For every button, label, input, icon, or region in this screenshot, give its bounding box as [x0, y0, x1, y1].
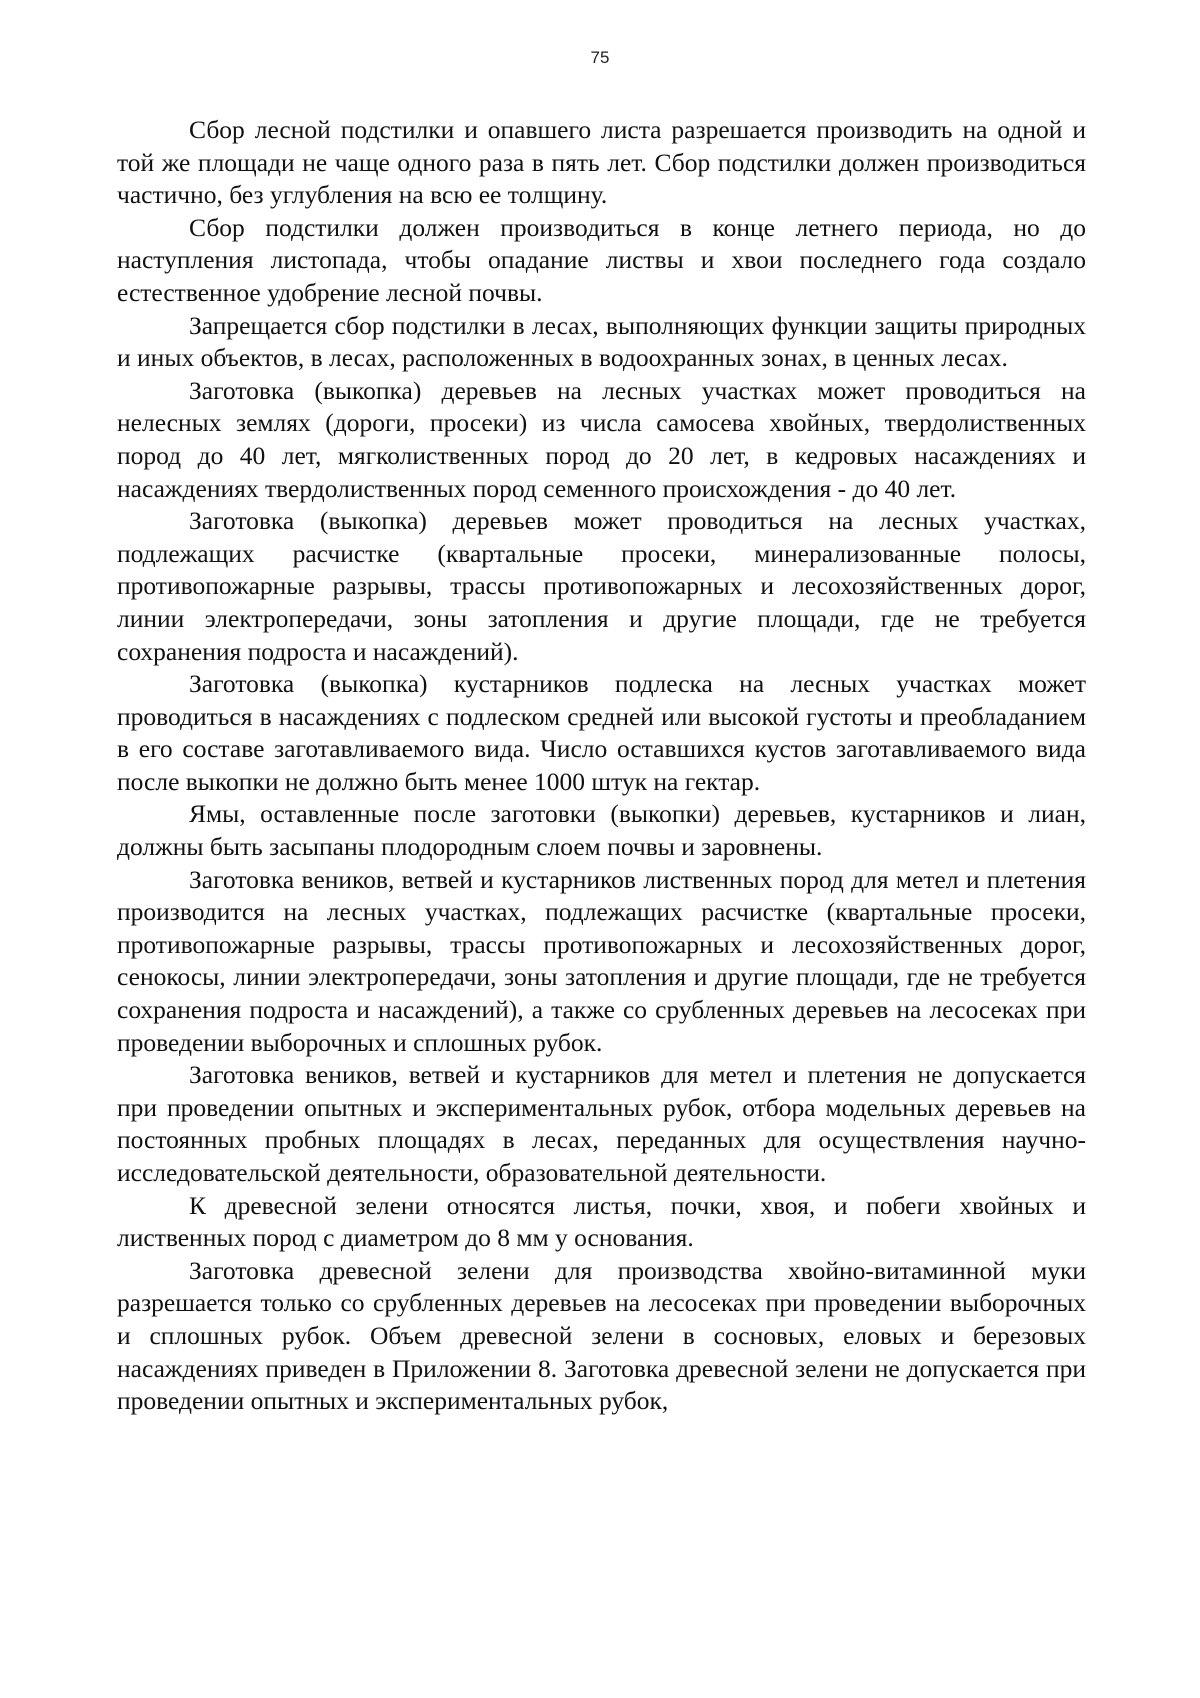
paragraph: Сбор лесной подстилки и опавшего листа разрешается производить на одной и той же площади не чаще одного раза в пять лет. Сбор подстилки должен производиться частично, без углубления на всю ее толщину. — [117, 115, 1086, 210]
paragraph: Заготовка (выкопка) кустарников подлеска на лесных участках может проводиться в насаждениях с подлеском средней или высокой густоты и преобладанием в его составе заготавливаемого вида. Число оставшихся кустов заготавливаемого вида после выкопки не должно быть менее 1000 штук на гектар. — [117, 669, 1086, 796]
paragraph: Заготовка веников, ветвей и кустарников лиственных пород для метел и плетения производится на лесных участках, подлежащих расчистке (квартальные просеки, противопожарные разрывы, трассы противопожарных и лесохозяйственных дорог, сенокосы, линии электропередачи, зоны затопления и другие площади, где не требуется сохранения подроста и насаждений), а также со срубленных деревьев на лесосеках при проведении выборочных и сплошных рубок. — [117, 864, 1086, 1057]
body-text — [117, 114, 1086, 1418]
paragraph: Заготовка древесной зелени для производства хвойно-витаминной муки разрешается только со срубленных деревьев на лесосеках при проведении выборочных и сплошных рубок. Объем древесной зелени в сосновых, еловых и березовых насаждениях приведен в Приложении 8. Заготовка древесной зелени не допускается при проведении опытных и экспериментальных рубок, — [117, 1255, 1086, 1416]
paragraph: Заготовка (выкопка) деревьев может проводиться на лесных участках, подлежащих расчистке (квартальные просеки, минерализованные полосы, противопожарные разрывы, трассы противопожарных и лесохозяйственных дорог, линии электропередачи, зоны затопления и другие площади, где не требуется сохранения подроста и насаждений). — [117, 506, 1086, 666]
paragraph: Ямы, оставленные после заготовки (выкопки) деревьев, кустарников и лиан, должны быть засыпаны плодородным слоем почвы и заровнены. — [117, 799, 1086, 862]
paragraph: Заготовка (выкопка) деревьев на лесных участках может проводиться на нелесных землях (дороги, просеки) из числа самосева хвойных, твердолиственных пород до 40 лет, мягколиственных пород до 20 лет, в кедровых насаждениях и насаждениях твердолиственных пород семенного происхождения - до 40 лет. — [117, 375, 1086, 503]
page-number: 75 — [590, 48, 610, 67]
paragraph: Сбор подстилки должен производиться в конце летнего периода, но до наступления листопада, чтобы опадание листвы и хвои последнего года создало естественное удобрение лесной почвы. — [117, 212, 1086, 307]
paragraph: К древесной зелени относятся листья, почки, хвоя, и побеги хвойных и лиственных пород с диаметром до 8 мм у основания. — [117, 1190, 1086, 1253]
paragraph: Запрещается сбор подстилки в лесах, выполняющих функции защиты природных и иных объектов, в лесах, расположенных в водоохранных зонах, в ценных лесах. — [117, 310, 1086, 373]
paragraph: Заготовка веников, ветвей и кустарников для метел и плетения не допускается при проведении опытных и экспериментальных рубок, отбора модельных деревьев на постоянных пробных площадях в лесах, переданных для осуществления научно-исследовательской деятельности, образовательной деятельности. — [117, 1060, 1086, 1187]
